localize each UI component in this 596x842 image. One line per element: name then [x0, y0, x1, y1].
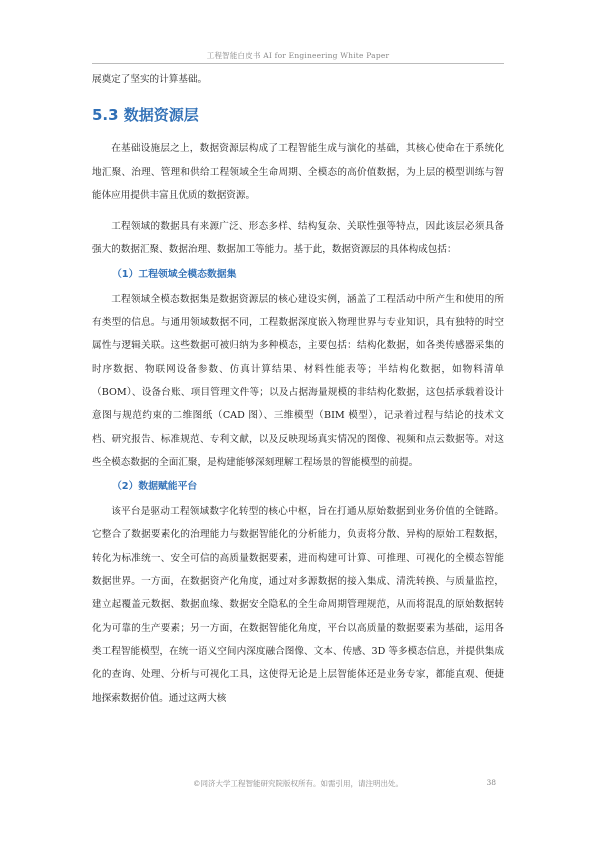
intro-line: 展奠定了坚实的计算基础。 [92, 74, 208, 85]
page-footer [92, 778, 504, 792]
subsection-body: 该平台是驱动工程领域数字化转型的核心中枢，旨在打通从原始数据到业务价值的全链路。它整合了数据要素化的治理能力与数据智能化的分析能力，负责将分散、异构的原始工程数据，转化为标准统一、安全可信的高质量数据要素，进而构建可计算、可推理、可视化的全模态智能数据世界。一方面，在数据资产化角度，通过对多源数据的接入集成、清洗转换、与质量监控，建立起覆盖元数据、数据血缘、数据安全隐私的全生命周期管理规范，从而将混乱的原始数据转化为可靠的生产要素；另一方面，在数据智能化角度，平台以高质量的数据要素为基础，运用各类工程智能模型，在统一语义空间内深度融合图像、文本、传感、3D 等多模态信息，并提供集成化的查询、处理、分析与可视化工具，这使得无论是上层智能体还是业务专家，都能直观、便捷地探索数据价值。通过这两大核 [92, 506, 504, 704]
subsection-title: （2）数据赋能平台 [112, 481, 198, 493]
header-divider [92, 63, 504, 64]
subsection-title: （1）工程领域全模态数据集 [112, 268, 237, 280]
paragraph: 在基础设施层之上，数据资源层构成了工程智能生成与演化的基础，其核心使命在于系统化地汇聚、治理、管理和供给工程领域全生命周期、全模态的高价值数据，为上层的模型训练与智能体应用提供丰富且优质的数据资源。 [92, 143, 504, 201]
page-number: 38 [486, 778, 496, 787]
paragraph: 工程领域的数据具有来源广泛、形态多样、结构复杂、关联性强等特点，因此该层必须具备强大的数据汇聚、数据治理、数据加工等能力。基于此，数据资源层的具体构成包括： [92, 221, 504, 256]
subsection-body: 工程领域全模态数据集是数据资源层的核心建设实例，涵盖了工程活动中所产生和使用的所有类型的信息。与通用领域数据不同，工程数据深度嵌入物理世界与专业知识，具有独特的时空属性与逻辑关联。这些数据可被归纳为多种模态，主要包括：结构化数据，如各类传感器采集的时序数据、物联网设备参数、仿真计算结果、材料性能表等；半结构化数据，如物料清单（BOM）、设备台账、项目管理文件等；以及占据海量规模的非结构化数据，这包括承载着设计意图与规范约束的二维图纸（CAD 图）、三维模型（BIM 模型），记录着过程与结论的技术文档、研究报告、标准规范、专利文献，以及反映现场真实情况的图像、视频和点云数据等。对这些全模态数据的全面汇聚，是构建能够深刻理解工程场景的智能模型的前提。 [92, 293, 504, 468]
section-title: 5.3 数据资源层 [92, 106, 199, 125]
page-body [92, 68, 504, 710]
running-header: 工程智能白皮书 AI for Engineering White Paper [206, 51, 390, 60]
copyright-notice: ©同济大学工程智能研究院版权所有。如需引用，请注明出处。 [193, 779, 403, 788]
